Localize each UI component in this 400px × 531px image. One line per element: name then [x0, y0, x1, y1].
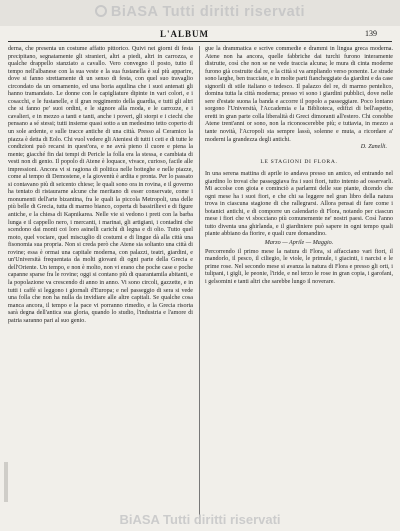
copyright-logo-icon	[95, 5, 107, 17]
scan-edge-mark	[4, 462, 8, 502]
article-intro: In una serena mattina di aprile io andava presso un amico, ed entrando nel giardino lo trovai che passeggiava fra i suoi fiori, tutto intento ad osservarli. Mi accolse con gioia e cominciò a parlarmi delle sue piante, dicendo che ogni mese ha i suoi fiori, e che chi sa leggere nel gran libro della natura trova in ciascuna stagione di che rallegrarsi. Allora pensai di fare come i botanici antichi, e di comporre un calendario di Flora, notando per ciascun mese i fiori che vi sbocciano più comunemente ne' nostri paesi. Così l'anno tutto diventa una ghirlanda, e il giardiniere può sapere in ogni tempo quali piante abbiano da fiorire, e quali cure domandino.	[205, 171, 393, 238]
running-head-title: L'ALBUM	[160, 29, 210, 39]
page-number: 139	[365, 29, 377, 38]
article-continuation: gue la drammatica e scrive commedie e drammi in lingua greca moderna. Atene non ha ancora, quelle fabbriche dai turchi furono interamente distrutte, così che non se ne vede traccia alcuna; le mura di cinta moderne furono già costruite dal re, e la città si va ampliando verso ponente. Le strade sono larghe, ben tracciate, e in molte parti fiancheggiate da giardini e da case signorili di stile italiano o tedesco. Il palazzo del re, di marmo pentelico, domina tutta la città moderna; presso vi sono i giardini pubblici, dove nelle sere d'estate suona la banda e accorre il popolo a passeggiare. Poco lontano sorgono l'Università, l'Accademia e la Biblioteca, edifizi di bell'aspetto, eretti in gran parte colla liberalità di Greci dimoranti all'estero. Chi conobbe Atene trent'anni or sono, non la riconoscerebbe più; e tuttavia, in mezzo a tante novità, l'Acropoli sta sempre lassù, solenne e muta, a ricordare a' moderni la grandezza degli antichi.	[205, 46, 393, 143]
watermark-brand: BiASA	[110, 4, 158, 20]
bottom-watermark	[0, 512, 400, 527]
calendar-line: Marzo — Aprile — Maggio.	[264, 240, 334, 247]
left-column-text: derna, che presenta un costume affatto pittorico. Quivi nei giorni di festa precipitano, segnatamente gli stranieri, altri a piedi, altri in carrozza, e qualche drappello stanziato a cavallo. Vero convegno il posto, tutto il tempo nell'albanese con la sua veste e la sua fustanella è sul più apparire, dove si fanno strettamente di un senso di festa, con quel suo travaglio circondato da un ornamento, ed una boria aquilina che i suoi antenati gli hanno tramandato. Le donne con le capigliature dipinte in vari colori, e i cosacchi, e le fustanelle, e il gran reggimento della guardia, e tutti gli altri che si fanno pe' suoi ordini, e le signore alla moda, e le carrozze, e i cavalieri, e in mezzo a tanti e tanti, anche i poveri, gli storpi e i ciechi che pensano a sé stessi; tutti insieme quasi sotto a un medesimo tetto coperto di un sole ardente, e sulle tracce antiche di una città. Presso al Ceramico la piazza è detta di Eolo. Chi vuol vedere gli Ateniesi di tutti i ceti e di tutte le condizioni può recarsi in quest'ora, e ne avrà pieno il cuore e piena la mente; giacché fin dai tempi di Pericle la folla era la stessa, e cambiata di vesti non di genio. Il popolo di Atene è loquace, vivace, curioso, facile alle impressioni. Ancora vi si ragiona di politica nelle botteghe e nelle piazze, come al tempo di Demostene, e la gioventù è ardita e pronta. Per lo passato si contavano più di seicento chiese; le quali sono ora in rovina, e il governo ha tentato di ristaurarne alcune che meritano di esser conservate, come i monumenti dell'arte bizantina, fra le quali la piccola Metropoli, una delle più belle di Grecia, tutta di marmo bianco, coperta di bassirilievi e di figure antiche, e la chiesa di Kapnikarea. Nelle vie si vedono i preti con la barba lunga e il cappello nero, i mercanti, i marinai, gli artigiani, i contadini che scendono dai monti coi loro asinelli carichi di legna e di olio. Tutto quel moto, quel vociare, quel miscuglio di costumi e di lingue dà alla città una fisonomia sua propria. Non si creda però che Atene sia soltanto una città di rovine; essa è ormai una capitale moderna, con palazzi, teatri, giardini, e un'Università frequentata da molti giovani di ogni parte della Grecia e dell'Oriente. Un tempo, e non è molto, non vi erano che poche case e poche capanne sparse fra le rovine; oggi si contano più di quarantamila abitanti, e la popolazione va crescendo di anno in anno. Vi sono circoli, gazzette, e in tutti i caffè si leggono i giornali d'Europa; e nel passeggio di sera si vede una folla che non ha nulla da invidiare alle altre capitali. Se qualche cosa manca ancora, il tempo e la pace vi porranno rimedio, e la Grecia risorta sarà degna dell'antica sua gloria, quando lo studio, l'industria e l'amore di patria saranno pari al suo genio.	[8, 46, 193, 324]
watermark	[0, 4, 400, 20]
bottom-watermark-brand: BiASA	[119, 512, 160, 527]
article-heading: LE STAGIONI DI FLORA.	[260, 158, 338, 165]
column-divider	[199, 46, 200, 524]
left-column	[8, 46, 193, 325]
bottom-watermark-text: Tutti diritti riservati	[163, 512, 281, 527]
running-head	[0, 27, 400, 41]
watermark-text: Tutti diritti riservati	[162, 4, 306, 20]
author-signature: D. Zanelli.	[360, 144, 387, 151]
header-rule	[8, 41, 392, 42]
right-column	[205, 46, 393, 286]
article-body: Percorrendo il primo mese la natura di Flora, si affacciano vari fiori, il mandorlo, il pesco, il ciliegio, le viole, le primule, i giacinti, i narcisi e le prime rose. Nel secondo mese si avanza la natura di Flora e presso gli orti, i tulipani, i gigli, le peonie, l'iride, e nel terzo le rose in gran copia, i garofani, i gelsomini e tanti altri che sarebbe lungo il noverare.	[205, 248, 393, 285]
